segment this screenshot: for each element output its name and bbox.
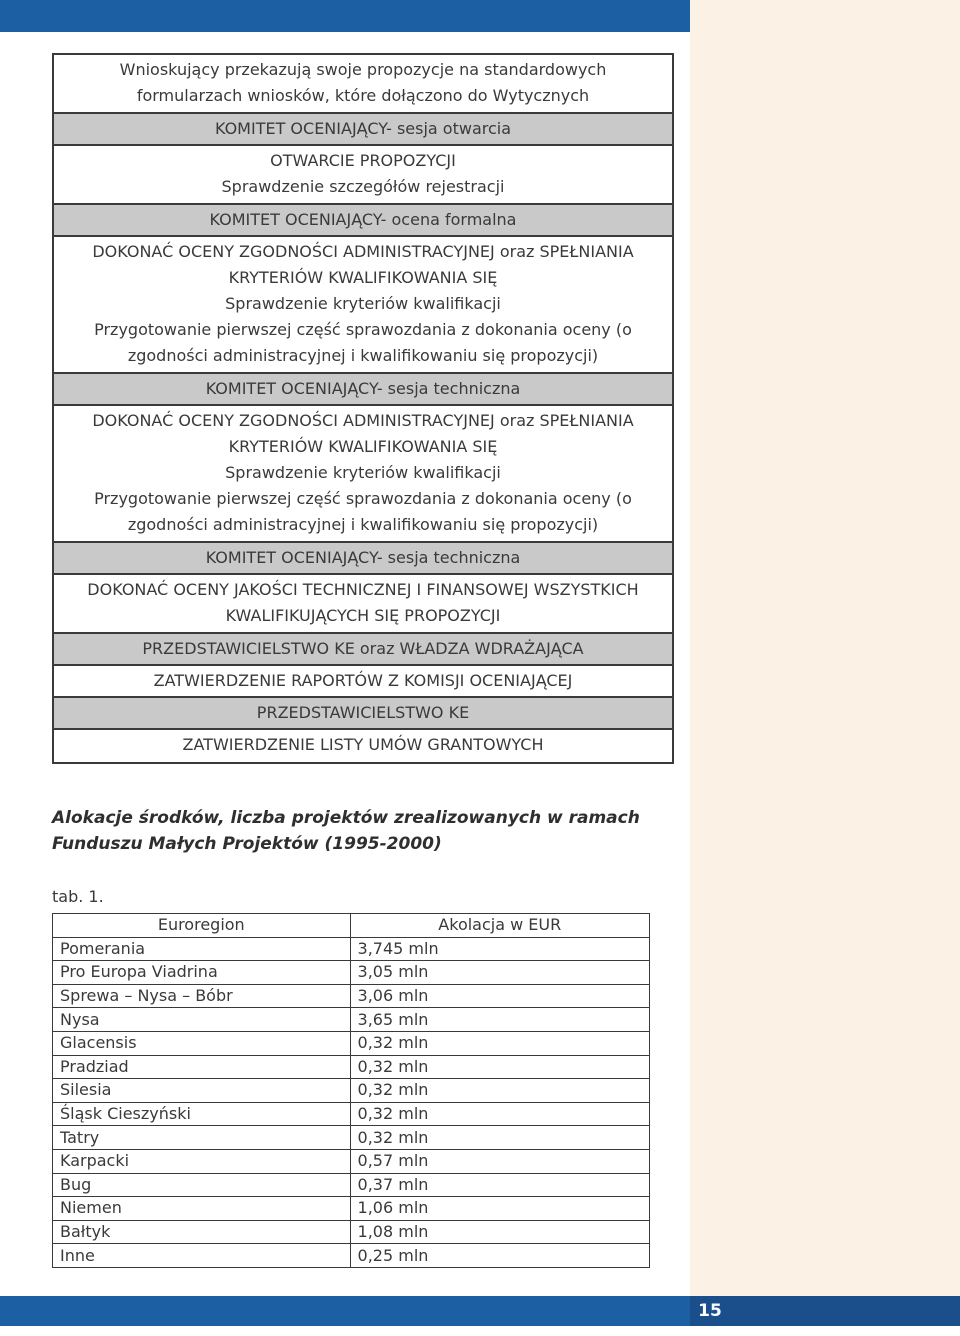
table-row xyxy=(53,1126,650,1150)
bottom-margin xyxy=(0,1326,960,1336)
column-header-allocation: Akolacja w EUR xyxy=(350,914,649,938)
flow-text-line: PRZEDSTAWICIELSTWO KE oraz WŁADZA WDRAŻAJĄCA xyxy=(142,639,584,658)
flow-step-box xyxy=(54,237,672,374)
allocation-cell: 3,05 mln xyxy=(350,961,649,985)
allocation-cell: 0,32 mln xyxy=(350,1126,649,1150)
flow-text-line: ZATWIERDZENIE RAPORTÓW Z KOMISJI OCENIAJĄCEJ xyxy=(153,671,573,690)
flow-stage-header xyxy=(54,205,672,237)
allocation-cell: 0,32 mln xyxy=(350,1079,649,1103)
table-row xyxy=(53,937,650,961)
flow-text-line: formularzach wniosków, które dołączono do Wytycznych xyxy=(136,86,590,105)
euroregion-cell: Sprewa – Nysa – Bóbr xyxy=(53,984,351,1008)
table-body xyxy=(53,937,650,1267)
table-row xyxy=(53,1102,650,1126)
table-row xyxy=(53,1079,650,1103)
flow-text-line: Sprawdzenie szczegółów rejestracji xyxy=(221,177,505,196)
table-row xyxy=(53,1031,650,1055)
table-row xyxy=(53,1149,650,1173)
bottom-color-bar-right xyxy=(690,1296,960,1326)
euroregion-cell: Tatry xyxy=(53,1126,351,1150)
flow-text-line: Wnioskujący przekazują swoje propozycje na standardowych xyxy=(119,60,607,79)
top-color-bar xyxy=(0,0,690,32)
allocation-cell: 0,57 mln xyxy=(350,1149,649,1173)
table-row xyxy=(53,984,650,1008)
flow-text-line: Przygotowanie pierwszej część sprawozdania z dokonania oceny (o xyxy=(94,489,632,508)
section-title-line-1: Alokacje środków, liczba projektów zrealizowanych w ramach xyxy=(52,808,640,828)
flow-text-line: DOKONAĆ OCENY ZGODNOŚCI ADMINISTRACYJNEJ oraz SPEŁNIANIA xyxy=(92,411,634,430)
table-caption: tab. 1. xyxy=(52,887,104,906)
evaluation-flowchart xyxy=(52,53,674,764)
allocation-cell: 3,06 mln xyxy=(350,984,649,1008)
flow-stage-header xyxy=(54,634,672,666)
flow-text-line: KRYTERIÓW KWALIFIKOWANIA SIĘ xyxy=(228,437,498,456)
flow-text-line: zgodności administracyjnej i kwalifikowaniu się propozycji) xyxy=(127,346,599,365)
flow-step-box xyxy=(54,55,672,114)
flow-text-line: KRYTERIÓW KWALIFIKOWANIA SIĘ xyxy=(228,268,498,287)
euroregion-cell: Silesia xyxy=(53,1079,351,1103)
euroregion-cell: Inne xyxy=(53,1244,351,1268)
flow-text-line: KOMITET OCENIAJĄCY- ocena formalna xyxy=(209,210,517,229)
side-decorative-panel xyxy=(690,0,960,1296)
flow-stage-header xyxy=(54,374,672,406)
flow-step-box xyxy=(54,666,672,698)
flow-text-line: KOMITET OCENIAJĄCY- sesja techniczna xyxy=(205,548,521,567)
euroregion-cell: Pro Europa Viadrina xyxy=(53,961,351,985)
allocation-cell: 0,25 mln xyxy=(350,1244,649,1268)
allocation-cell: 0,32 mln xyxy=(350,1055,649,1079)
flow-step-box xyxy=(54,730,672,762)
allocation-cell: 0,37 mln xyxy=(350,1173,649,1197)
allocation-cell: 1,06 mln xyxy=(350,1197,649,1221)
euroregion-cell: Bug xyxy=(53,1173,351,1197)
euroregion-cell: Glacensis xyxy=(53,1031,351,1055)
allocation-cell: 0,32 mln xyxy=(350,1102,649,1126)
flow-text-line: KOMITET OCENIAJĄCY- sesja otwarcia xyxy=(214,119,512,138)
euroregion-cell: Pomerania xyxy=(53,937,351,961)
flow-step-box xyxy=(54,146,672,205)
flow-stage-header xyxy=(54,114,672,146)
table-row xyxy=(53,1220,650,1244)
flow-text-line: KWALIFIKUJĄCYCH SIĘ PROPOZYCJI xyxy=(225,606,501,625)
flow-text-line: Sprawdzenie kryteriów kwalifikacji xyxy=(225,294,501,313)
table-row xyxy=(53,1055,650,1079)
flow-text-line: OTWARCIE PROPOZYCJI xyxy=(270,151,456,170)
table-row xyxy=(53,1173,650,1197)
flow-text-line: DOKONAĆ OCENY JAKOŚCI TECHNICZNEJ I FINANSOWEJ WSZYSTKICH xyxy=(87,580,639,599)
flow-step-box xyxy=(54,575,672,634)
flow-text-line: ZATWIERDZENIE LISTY UMÓW GRANTOWYCH xyxy=(182,735,544,754)
euroregion-cell: Niemen xyxy=(53,1197,351,1221)
euroregion-cell: Pradziad xyxy=(53,1055,351,1079)
flow-text-line: DOKONAĆ OCENY ZGODNOŚCI ADMINISTRACYJNEJ oraz SPEŁNIANIA xyxy=(92,242,634,261)
table-row xyxy=(53,1244,650,1268)
page-number: 15 xyxy=(698,1301,722,1321)
flow-stage-header xyxy=(54,698,672,730)
flow-text-line: Przygotowanie pierwszej część sprawozdania z dokonania oceny (o xyxy=(94,320,632,339)
flow-text-line: zgodności administracyjnej i kwalifikowaniu się propozycji) xyxy=(127,515,599,534)
allocation-cell: 3,65 mln xyxy=(350,1008,649,1032)
flow-text-line: Sprawdzenie kryteriów kwalifikacji xyxy=(225,463,501,482)
allocation-table xyxy=(52,913,650,1268)
column-header-euroregion: Euroregion xyxy=(53,914,351,938)
section-title-line-2: Funduszu Małych Projektów (1995-2000) xyxy=(52,834,442,854)
table-header-row xyxy=(53,914,650,938)
allocation-cell: 0,32 mln xyxy=(350,1031,649,1055)
flow-text-line: KOMITET OCENIAJĄCY- sesja techniczna xyxy=(205,379,521,398)
allocation-cell: 1,08 mln xyxy=(350,1220,649,1244)
euroregion-cell: Śląsk Cieszyński xyxy=(53,1102,351,1126)
table-row xyxy=(53,1197,650,1221)
flow-stage-header xyxy=(54,543,672,575)
table-row xyxy=(53,961,650,985)
flow-text-line: PRZEDSTAWICIELSTWO KE xyxy=(256,703,470,722)
euroregion-cell: Bałtyk xyxy=(53,1220,351,1244)
flow-step-box xyxy=(54,406,672,543)
euroregion-cell: Karpacki xyxy=(53,1149,351,1173)
allocation-cell: 3,745 mln xyxy=(350,937,649,961)
euroregion-cell: Nysa xyxy=(53,1008,351,1032)
section-title xyxy=(52,805,672,857)
table-row xyxy=(53,1008,650,1032)
